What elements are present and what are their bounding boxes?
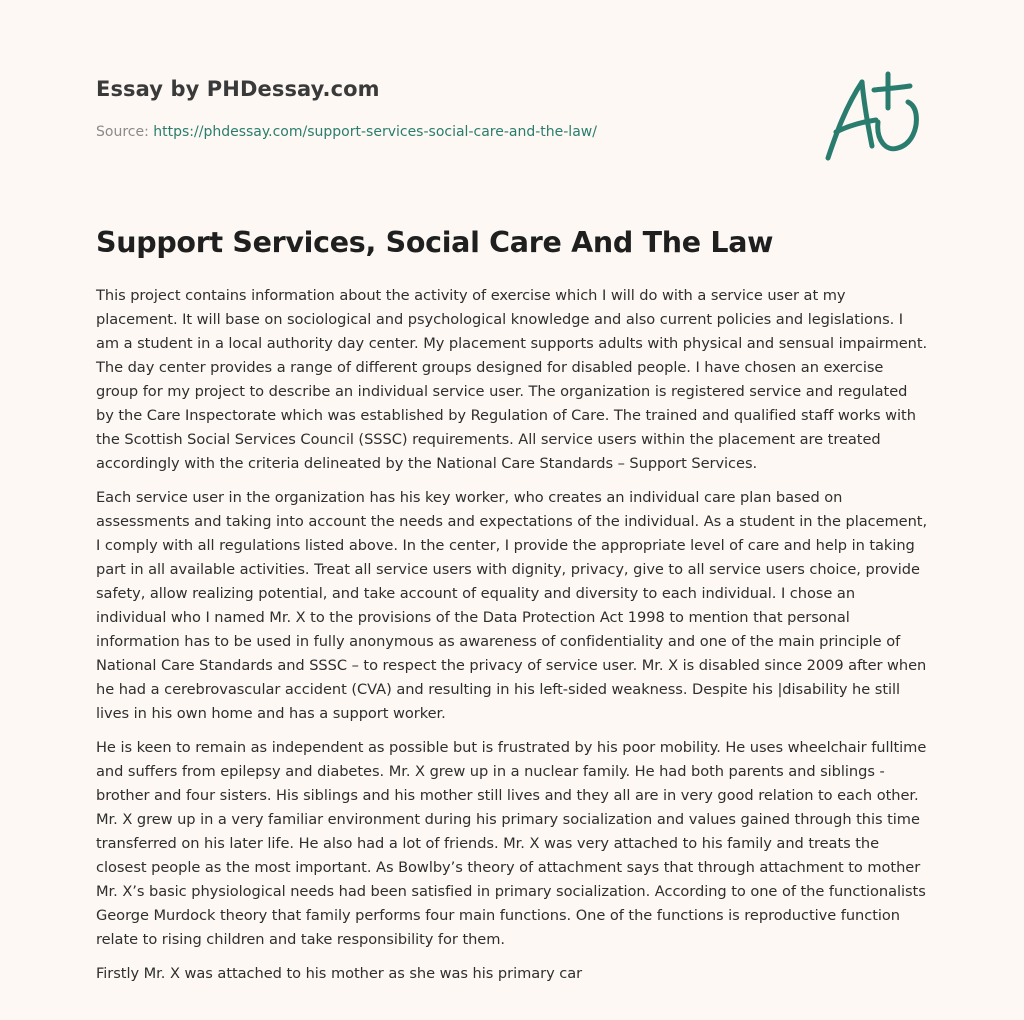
essay-paragraph: This project contains information about the activity of exercise which I will do with a service user at my placement. It will base on sociological and psychological knowledge and also current policies and legislations. I am a student in a local authority day center. My placement supports adults with physical and sensual impairment. The day center provides a range of different groups designed for disabled people. I have chosen an exercise group for my project to describe an individual service user. The organization is registered service and regulated by the Care Inspectorate which was established by Regulation of Care. The trained and qualified staff works with the Scottish Social Services Council (SSSC) requirements. All service users within the placement are treated accordingly with the criteria delineated by the National Care Standards – Support Services. — [96, 287, 928, 472]
essay-body — [96, 284, 928, 996]
essay-paragraph: Firstly Mr. X was attached to his mother as she was his primary car — [96, 965, 583, 982]
site-brand: Essay by PHDessay.com — [96, 77, 380, 101]
a-plus-grade-icon — [822, 68, 926, 164]
source-label: Source: — [96, 124, 154, 140]
essay-paragraph: Each service user in the organization has his key worker, who creates an individual care plan based on assessments and taking into account the needs and expectations of the individual. As a student in the placement, I comply with all regulations listed above. In the center, I provide the appropriate level of care and help in taking part in all available activities. Treat all service users with dignity, privacy, give to all service users choice, provide safety, allow realizing potential, and take account of equality and diversity to each individual. I chose an individual who I named Mr. X to the provisions of the Data Protection Act 1998 to mention that personal information has to be used in fully anonymous as awareness of confidentiality and one of the main principle of National Care Standards and SSSC – to respect the privacy of service user. Mr. X is disabled since 2009 after when he had a cerebrovascular accident (CVA) and resulting in his left-sided weakness. Despite his |disability he still lives in his own home and has a support worker. — [96, 489, 928, 722]
source-link[interactable]: https://phdessay.com/support-services-social-care-and-the-law/ — [153, 124, 597, 140]
source-line — [96, 124, 597, 140]
essay-paragraph: He is keen to remain as independent as possible but is frustrated by his poor mobility. He uses wheelchair fulltime and suffers from epilepsy and diabetes. Mr. X grew up in a nuclear family. He had both parents and siblings - brother and four sisters. His siblings and his mother still lives and they all are in very good relation to each other. Mr. X grew up in a very familiar environment during his primary socialization and values gained through this time transferred on his later life. He also had a lot of friends. Mr. X was very attached to his family and treats the closest people as the most important. As Bowlby’s theory of attachment says that through attachment to mother Mr. X’s basic physiological needs had been satisfied in primary socialization. According to one of the functionalists George Murdock theory that family performs four main functions. One of the functions is reproductive function relate to rising children and take responsibility for them. — [96, 739, 927, 948]
essay-title: Support Services, Social Care And The Law — [96, 226, 774, 259]
